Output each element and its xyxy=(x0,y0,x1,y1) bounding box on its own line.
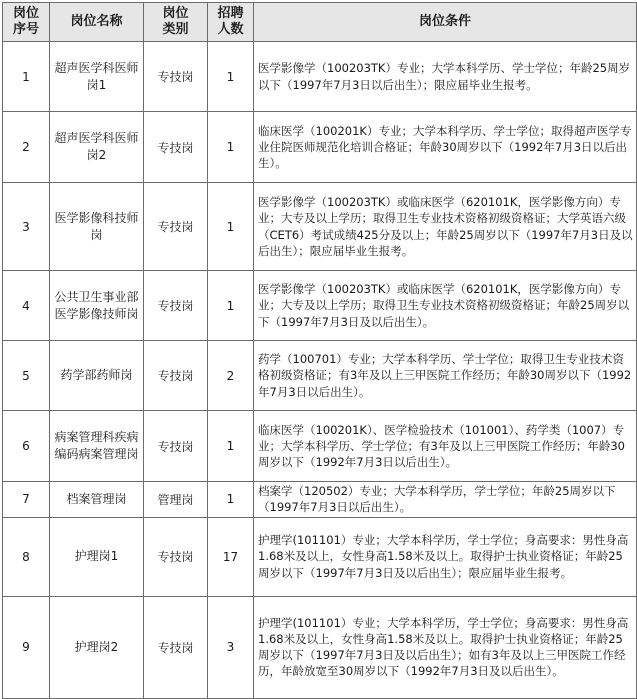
header-count-label: 招聘人数 xyxy=(217,6,244,37)
row-requirements: 医学影像学（100203TK）专业；大学本科学历、学士学位；年龄25周岁以下（1997年7月3日以后出生）；限应届毕业生报考。 xyxy=(254,42,637,112)
row-seq: 4 xyxy=(3,271,50,341)
row-name: 护理岗1 xyxy=(50,517,144,596)
table-row xyxy=(3,112,637,183)
row-seq: 8 xyxy=(3,517,50,596)
table-row xyxy=(3,517,637,596)
row-count: 2 xyxy=(208,341,254,411)
header-name: 岗位名称 xyxy=(50,3,144,42)
row-name: 公共卫生事业部医学影像技师岗 xyxy=(50,271,144,341)
recruitment-table xyxy=(2,2,637,699)
header-type xyxy=(144,3,208,42)
row-requirements: 医学影像学（100203TK）或临床医学（620101K，医学影像方向）专业；大专及以上学历；取得卫生专业技术资格初级资格证；年龄25周岁以下（1997年7月3日及以后出生）。 xyxy=(254,271,637,341)
row-name: 护理岗2 xyxy=(50,596,144,698)
row-requirements: 临床医学（100201K）、医学检验技术（101001）、药学类（1007）专业；大学本科学历、学士学位；有3年及以上三甲医院工作经历；年龄30周岁以下（1992年7月3日以后出生）。 xyxy=(254,411,637,482)
header-type-label: 岗位类别 xyxy=(162,6,189,37)
row-type: 专技岗 xyxy=(144,411,208,482)
row-count: 1 xyxy=(208,482,254,518)
row-count: 1 xyxy=(208,183,254,271)
row-type: 专技岗 xyxy=(144,42,208,112)
row-requirements: 档案学（120502）专业；大学本科学历，学士学位；年龄25周岁以下（1997年7月3日以后出生）。 xyxy=(254,482,637,518)
row-count: 1 xyxy=(208,271,254,341)
row-seq: 1 xyxy=(3,42,50,112)
row-type: 管理岗 xyxy=(144,482,208,518)
table-row xyxy=(3,183,637,271)
table-row xyxy=(3,596,637,698)
row-seq: 2 xyxy=(3,112,50,183)
row-count: 3 xyxy=(208,596,254,698)
row-name: 医学影像科技师岗 xyxy=(50,183,144,271)
row-requirements: 医学影像学（100203TK）或临床医学（620101K，医学影像方向）专业；大专及以上学历；取得卫生专业技术资格初级资格证；大学英语六级（CET6）考试成绩425分及以上；年龄25周岁以下（1997年7月3日及以后出生）；限应届毕业生报考。 xyxy=(254,183,637,271)
row-count: 1 xyxy=(208,411,254,482)
header-seq-label: 岗位序号 xyxy=(12,6,39,37)
row-requirements: 药学（100701）专业；大学本科学历、学士学位；取得卫生专业技术资格初级资格证；有3年及以上三甲医院工作经历；年龄30周岁以下（1992年7月3日以后出生）。 xyxy=(254,341,637,411)
row-count: 1 xyxy=(208,42,254,112)
table-row xyxy=(3,271,637,341)
row-count: 17 xyxy=(208,517,254,596)
row-seq: 5 xyxy=(3,341,50,411)
row-seq: 6 xyxy=(3,411,50,482)
header-req: 岗位条件 xyxy=(254,3,637,42)
row-requirements: 护理学(101101）专业；大学本科学历，学士学位；身高要求：男性身高1.68米及以上，女性身高1.58米及以上。取得护士执业资格证；年龄25周岁以下（1997年7月3日及以后出生）；限应届毕业生报考。 xyxy=(254,517,637,596)
row-seq: 9 xyxy=(3,596,50,698)
row-seq: 3 xyxy=(3,183,50,271)
table-row xyxy=(3,42,637,112)
row-type: 专技岗 xyxy=(144,271,208,341)
row-name: 档案管理岗 xyxy=(50,482,144,518)
row-type: 专技岗 xyxy=(144,517,208,596)
row-name: 超声医学科医师岗1 xyxy=(50,42,144,112)
row-seq: 7 xyxy=(3,482,50,518)
row-type: 专技岗 xyxy=(144,183,208,271)
header-count xyxy=(208,3,254,42)
row-name: 超声医学科医师岗2 xyxy=(50,112,144,183)
table-row xyxy=(3,482,637,518)
header-row xyxy=(3,3,637,42)
row-type: 专技岗 xyxy=(144,112,208,183)
row-name: 药学部药师岗 xyxy=(50,341,144,411)
table-row xyxy=(3,411,637,482)
row-requirements: 临床医学（100201K）专业；大学本科学历、学士学位；取得超声医学专业住院医师规范化培训合格证；年龄30周岁以下（1992年7月3日以后出生）。 xyxy=(254,112,637,183)
table-row xyxy=(3,341,637,411)
header-seq xyxy=(3,3,50,42)
row-type: 专技岗 xyxy=(144,341,208,411)
row-type: 专技岗 xyxy=(144,596,208,698)
row-requirements: 护理学(101101）专业；大学本科学历，学士学位；身高要求：男性身高1.68米及以上，女性身高1.58米及以上。取得护士执业资格证；年龄25周岁以下（1997年7月3日及以后出生）；如有3年及以上三甲医院工作经历，年龄放宽至30周岁以下（1992年7月3日及以后出生）。 xyxy=(254,596,637,698)
row-count: 1 xyxy=(208,112,254,183)
row-name: 病案管理科疾病编码病案管理岗 xyxy=(50,411,144,482)
